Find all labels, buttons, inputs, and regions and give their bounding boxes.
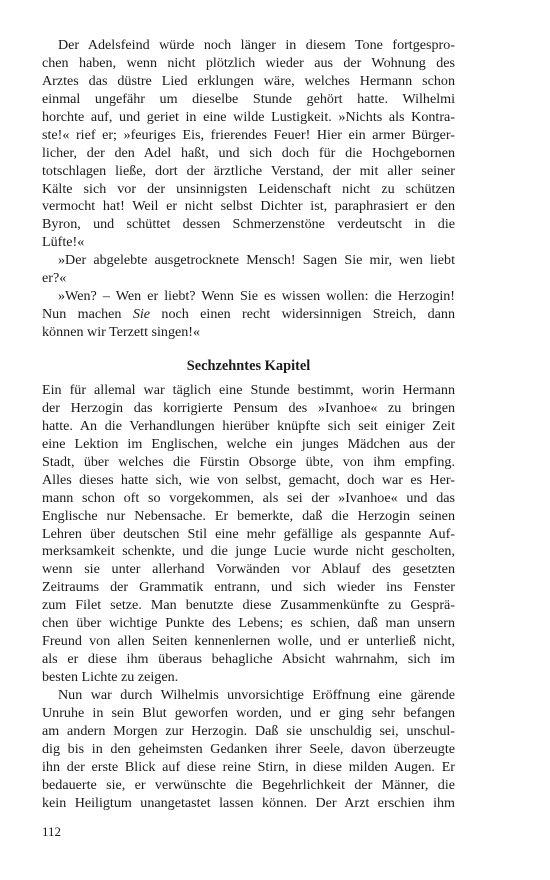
paragraph-line: Unruhe in sein Blut geworfen worden, und er ging sehr befangen bbox=[42, 704, 455, 721]
paragraph-line: Stadt, über welches die Fürstin Obsorge übte, von ihm empfing. bbox=[42, 453, 455, 470]
paragraph-line: können wir Terzett singen!« bbox=[42, 324, 201, 340]
line-fragment: noch einen recht widersinnigen Streich, dann bbox=[150, 306, 455, 323]
paragraph-line: Alles dieses hatte sich, wie von selbst, gemacht, doch war es Her- bbox=[42, 471, 455, 488]
paragraph-line: Kälte sich vor der unsinnigsten Leidenschaft nicht zu schützen bbox=[42, 180, 455, 197]
text-section-previous-chapter bbox=[42, 37, 455, 342]
paragraph-line: horchte auf, und geriet in eine wilde Lustigkeit. »Nichts als Kontra- bbox=[42, 108, 455, 125]
paragraph-line: ste!« rief er; »feuriges Eis, frierendes Feuer! Hier ein armer Bürger- bbox=[42, 126, 455, 143]
paragraph-line: chen haben, wenn nicht plötzlich wieder aus der Wohnung des bbox=[42, 54, 455, 71]
paragraph-line: Byron, und schüttet dessen Schmerzenstöne verdeutscht in die bbox=[42, 216, 455, 233]
paragraph-line: Ein für allemal war täglich eine Stunde bestimmt, worin Hermann bbox=[42, 382, 455, 398]
paragraph-line: Lüfte!« bbox=[42, 234, 85, 251]
emphasized-word: Sie bbox=[132, 306, 151, 323]
paragraph-line: Zeitraums der Grammatik entrann, und sich wieder ins Fenster bbox=[42, 579, 455, 596]
paragraph-line: licher, der den Adel haßt, und sich doch für die Hochgebornen bbox=[42, 144, 455, 161]
paragraph-line: eine Lektion im Englischen, welche ein junges Mädchen aus der bbox=[42, 435, 455, 452]
paragraph-line: Lehren über deutschen Stil eine mehr gefällige als gespannte Auf- bbox=[42, 525, 455, 542]
paragraph-line: hatte. An die Verhandlungen hierüber knüpfte sich seit einiger Zeit bbox=[42, 417, 455, 434]
chapter-heading: Sechzehntes Kapitel bbox=[186, 358, 311, 374]
paragraph-line bbox=[42, 306, 455, 324]
paragraph-line: bedauerte sie, er verwünschte die Begehrlichkeit der Männer, die bbox=[42, 776, 455, 793]
paragraph-line: Arztes das düstre Lied erklungen wäre, welches Hermann schon bbox=[42, 72, 455, 89]
paragraph-line: Der Adelsfeind würde noch länger in diesem Tone fortgespro- bbox=[58, 37, 455, 53]
paragraph-line: wenn sie unter allerhand Vorwänden vor Ablauf des gesetzten bbox=[42, 561, 455, 578]
text-section-chapter bbox=[42, 382, 455, 813]
paragraph-line: Englische nur Nebensache. Er bemerkte, daß die Herzogin seinen bbox=[42, 507, 455, 524]
paragraph-line: chen über wichtige Punkte des Lebens; es schien, daß man unsern bbox=[42, 615, 455, 632]
paragraph-line: besten Lichte zu zeigen. bbox=[42, 669, 179, 685]
paragraph-line: Nun war durch Wilhelmis unvorsichtige Eröffnung eine gärende bbox=[58, 686, 455, 703]
paragraph-line: dig bis in den geheimsten Gedanken ihrer Seele, davon überzeugte bbox=[42, 740, 455, 757]
paragraph-line: Freund von allen Seiten kennenlernen wolle, und er unterließ nicht, bbox=[42, 633, 455, 650]
paragraph-line: zum Filet setze. Man benutzte diese Zusammenkünfte zu Gesprä- bbox=[42, 597, 455, 614]
paragraph-line: »Wen? – Wen er liebt? Wenn Sie es wissen wollen: die Herzogin! bbox=[58, 288, 455, 305]
line-fragment: Nun machen bbox=[42, 306, 133, 323]
paragraph-line: »Der abgelebte ausgetrocknete Mensch! Sagen Sie mir, wen liebt bbox=[58, 252, 455, 269]
paragraph-line: kein Heiligtum unangetastet lassen können. Der Arzt erschien ihm bbox=[42, 794, 455, 811]
paragraph-line: am andern Morgen zur Herzogin. Daß sie unschuldig sei, unschul- bbox=[42, 722, 455, 739]
paragraph-line: ihn der erste Blick auf diese reine Stirn, in diese milden Augen. Er bbox=[42, 758, 455, 775]
paragraph-line: mann schon oft so vorgekommen, als sei der »Ivanhoe« und das bbox=[42, 489, 455, 506]
paragraph-line: totschlagen ließe, dort der ärztliche Verstand, der mit aller seiner bbox=[42, 162, 455, 179]
paragraph-line: der Herzogin das korrigierte Pensum des »Ivanhoe« zu bringen bbox=[42, 399, 455, 416]
paragraph-line: merksamkeit schenkte, und die junge Lucie wurde nicht gescholten, bbox=[42, 543, 455, 560]
paragraph-line: er?« bbox=[42, 270, 67, 287]
paragraph-line: als er diese ihm überaus behagliche Absicht wahrnahm, sich im bbox=[42, 651, 455, 668]
paragraph-line: einmal ungefähr um dieselbe Stunde gehört hatte. Wilhelmi bbox=[42, 90, 455, 107]
page-number: 112 bbox=[42, 824, 62, 839]
paragraph-line: vermocht hat! Weil er nicht selbst Dichter ist, paraphrasiert er den bbox=[42, 198, 455, 215]
